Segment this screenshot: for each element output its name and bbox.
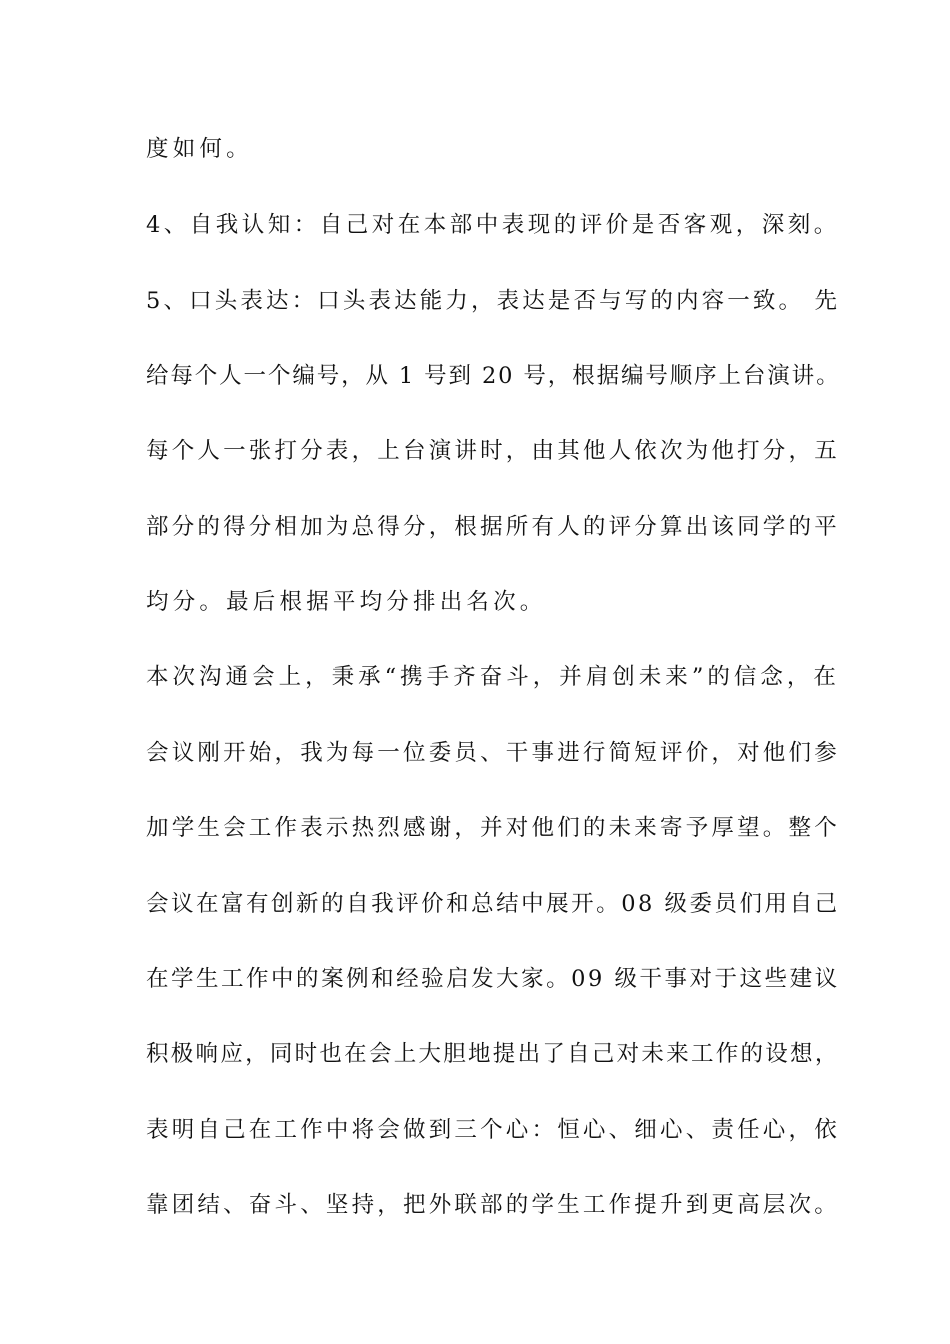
text-line: 在学生工作中的案例和经验启发大家。09 级干事对于这些建议 — [146, 966, 840, 992]
text-line: 给每个人一个编号，从 1 号到 20 号，根据编号顺序上台演讲。 — [146, 363, 841, 389]
text-line: 均分。最后根据平均分排出名次。 — [146, 589, 547, 615]
text-line: 本次沟通会上，秉承“携手齐奋斗，并肩创未来”的信念，在 — [146, 664, 840, 690]
text-line: 积极响应，同时也在会上大胆地提出了自己对未来工作的设想， — [146, 1041, 840, 1067]
text-line: 5、口头表达：口头表达能力，表达是否与写的内容一致。 先 — [146, 288, 841, 314]
text-line: 表明自己在工作中将会做到三个心：恒心、细心、责任心，依 — [146, 1117, 840, 1143]
text-line: 4、自我认知：自己对在本部中表现的评价是否客观，深刻。 — [146, 212, 840, 238]
text-line: 会议刚开始，我为每一位委员、干事进行简短评价，对他们参 — [146, 740, 840, 766]
text-line: 加学生会工作表示热烈感谢，并对他们的未来寄予厚望。整个 — [146, 815, 840, 841]
text-line: 部分的得分相加为总得分，根据所有人的评分算出该同学的平 — [146, 514, 840, 540]
text-line: 度如何。 — [146, 136, 253, 162]
text-line: 会议在富有创新的自我评价和总结中展开。08 级委员们用自己 — [146, 891, 840, 917]
text-line: 每个人一张打分表，上台演讲时，由其他人依次为他打分，五 — [146, 438, 840, 464]
text-line: 靠团结、奋斗、坚持，把外联部的学生工作提升到更高层次。 — [146, 1192, 840, 1218]
